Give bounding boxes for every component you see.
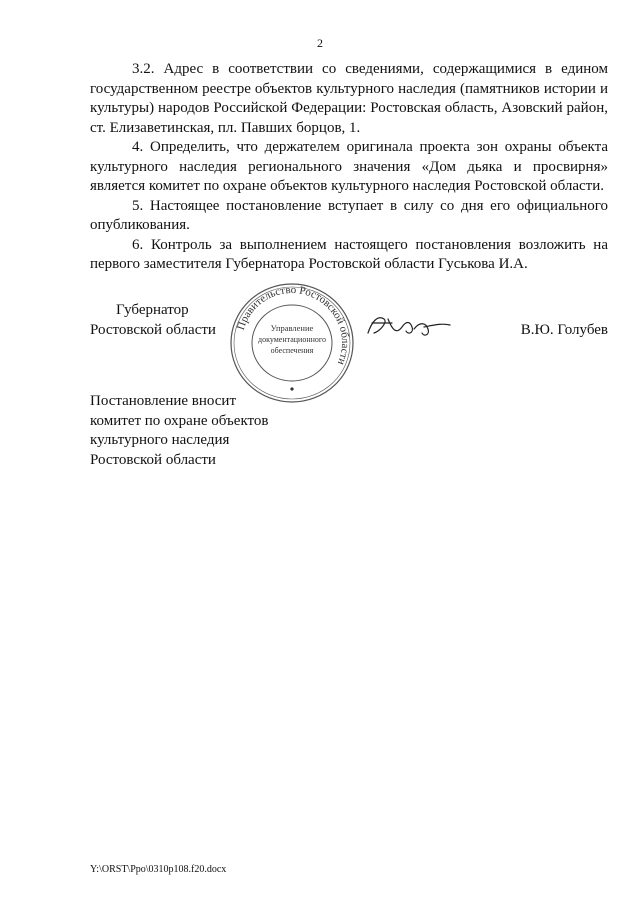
page-number: 2 [317, 36, 323, 50]
seal-outer-text: Правительство Ростовской области [234, 283, 352, 367]
submitted-by-line2: комитет по охране объектов [90, 412, 269, 429]
seal-inner-line2: документационного [258, 335, 326, 344]
signature-block [90, 283, 608, 401]
submitted-by-line3: культурного наследия [90, 432, 230, 448]
signer-name: В.Ю. Голубев [520, 322, 608, 338]
paragraph-3-2: 3.2. Адрес в соответствии со сведениями, содержащимися в едином государственном реестре объектов культурного наследия (памятников истории и культуры) народов Российской Федерации: Ростовская область, Азовский район, ст. Елизаветинская, пл. Павших борцов, 1. [90, 61, 608, 136]
signer-title-line2: Ростовской области [90, 322, 216, 338]
handwritten-signature [362, 311, 454, 341]
file-path-footer: Y:\ORST\Ppo\0310p108.f20.docx [90, 864, 227, 875]
signer-title-line1: Губернатор [116, 302, 189, 318]
submitted-by-line4: Ростовской области [90, 451, 216, 468]
submitted-by-block [90, 392, 268, 470]
paragraph-5: 5. Настоящее постановление вступает в силу со дня его официального опубликования. [90, 197, 608, 233]
seal-inner-line1: Управление [270, 323, 314, 333]
seal-inner-line3: обеспечения [270, 346, 314, 355]
submitted-by-line1: Постановление вносит [90, 393, 237, 409]
official-seal-stamp [228, 281, 356, 405]
document-body [90, 60, 608, 275]
paragraph-6: 6. Контроль за выполнением настоящего постановления возложить на первого заместителя Губернатора Ростовской области Гуськова И.А. [90, 236, 608, 272]
paragraph-4: 4. Определить, что держателем оригинала проекта зон охраны объекта культурного наследия регионального значения «Дом дьяка и просвирня» является комитет по охране объектов культурного наследия Ростовской области. [90, 139, 608, 194]
